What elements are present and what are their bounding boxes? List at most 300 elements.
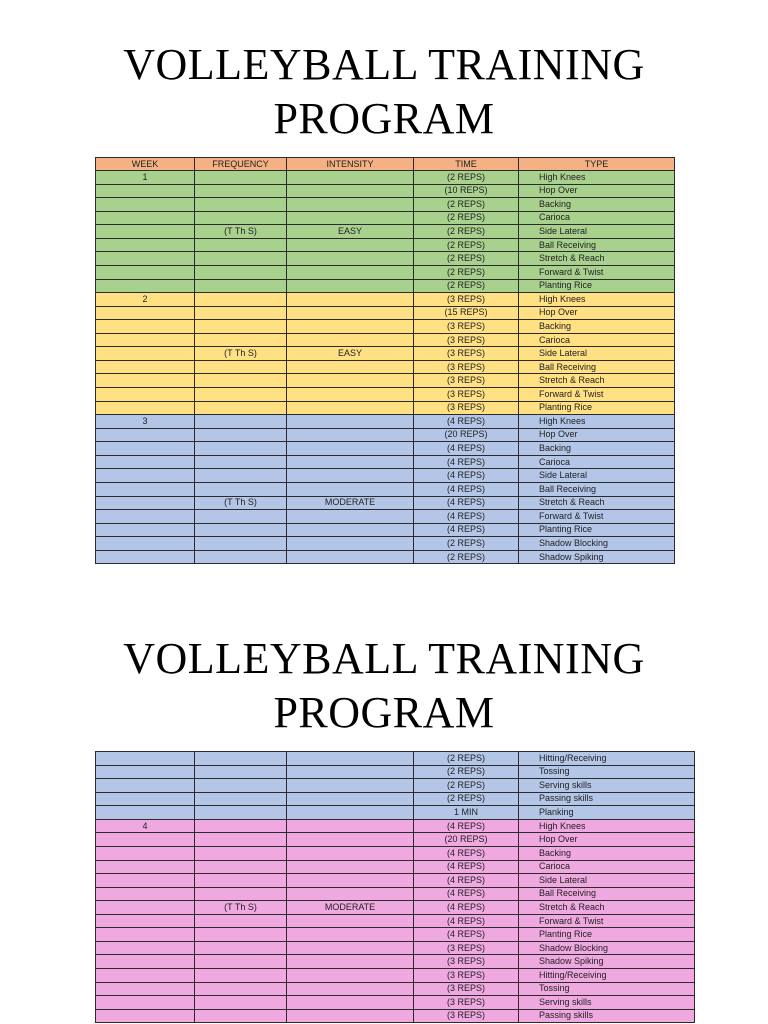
type-cell: Planking (519, 806, 695, 820)
frequency-cell (195, 455, 287, 469)
intensity-cell (287, 996, 414, 1010)
intensity-cell (287, 969, 414, 983)
intensity-cell (287, 806, 414, 820)
table-row (96, 955, 695, 969)
table-row (96, 887, 695, 901)
header-type: TYPE (519, 158, 675, 171)
time-cell: (2 REPS) (414, 265, 519, 279)
intensity-cell (287, 928, 414, 942)
intensity-cell (287, 941, 414, 955)
frequency-cell (195, 833, 287, 847)
table-row (96, 388, 675, 402)
intensity-cell (287, 428, 414, 442)
time-cell: (3 REPS) (414, 996, 519, 1010)
type-cell: Shadow Spiking (519, 550, 675, 564)
intensity-cell (287, 779, 414, 793)
frequency-cell (195, 442, 287, 456)
week-cell: 3 (96, 415, 195, 429)
intensity-cell (287, 914, 414, 928)
time-cell: (3 REPS) (414, 941, 519, 955)
intensity-cell (287, 765, 414, 779)
intensity-cell (287, 833, 414, 847)
frequency-cell (195, 428, 287, 442)
week-cell: 2 (96, 293, 195, 307)
week-cell (96, 833, 195, 847)
type-cell: Planting Rice (519, 279, 675, 293)
intensity-cell: EASY (287, 347, 414, 361)
table-row (96, 510, 675, 524)
table-row (96, 550, 675, 564)
page-title-line-2: PROGRAM (273, 688, 495, 737)
time-cell: (2 REPS) (414, 792, 519, 806)
frequency-cell (195, 819, 287, 833)
frequency-cell: (T Th S) (195, 347, 287, 361)
type-cell: Backing (519, 320, 675, 334)
page-title (0, 38, 768, 146)
table-row (96, 982, 695, 996)
intensity-cell: MODERATE (287, 496, 414, 510)
week-cell (96, 792, 195, 806)
type-cell: Passing skills (519, 792, 695, 806)
table-body (96, 171, 675, 564)
intensity-cell (287, 401, 414, 415)
time-cell: (4 REPS) (414, 496, 519, 510)
week-cell (96, 388, 195, 402)
time-cell: (2 REPS) (414, 537, 519, 551)
week-cell (96, 333, 195, 347)
time-cell: (3 REPS) (414, 374, 519, 388)
intensity-cell (287, 819, 414, 833)
type-cell: Backing (519, 442, 675, 456)
week-cell (96, 874, 195, 888)
time-cell: (2 REPS) (414, 252, 519, 266)
table-row (96, 792, 695, 806)
time-cell: (3 REPS) (414, 955, 519, 969)
type-cell: Tossing (519, 982, 695, 996)
frequency-cell: (T Th S) (195, 496, 287, 510)
type-cell: Shadow Blocking (519, 941, 695, 955)
week-cell (96, 1009, 195, 1023)
time-cell: (20 REPS) (414, 428, 519, 442)
type-cell: Planting Rice (519, 928, 695, 942)
time-cell: (3 REPS) (414, 401, 519, 415)
type-cell: Tossing (519, 765, 695, 779)
time-cell: (2 REPS) (414, 752, 519, 766)
time-cell: (4 REPS) (414, 901, 519, 915)
table-row (96, 401, 675, 415)
table-row (96, 455, 675, 469)
time-cell: (3 REPS) (414, 347, 519, 361)
table-row (96, 265, 675, 279)
table-row (96, 428, 675, 442)
type-cell: Side Lateral (519, 225, 675, 239)
time-cell: (4 REPS) (414, 914, 519, 928)
intensity-cell (287, 388, 414, 402)
frequency-cell (195, 482, 287, 496)
frequency-cell (195, 374, 287, 388)
header-frequency: FREQUENCY (195, 158, 287, 171)
type-cell: Stretch & Reach (519, 496, 675, 510)
week-cell (96, 238, 195, 252)
type-cell: Side Lateral (519, 347, 675, 361)
table-row (96, 969, 695, 983)
table-row (96, 360, 675, 374)
time-cell: (2 REPS) (414, 211, 519, 225)
table-row (96, 523, 675, 537)
frequency-cell (195, 401, 287, 415)
type-cell: Carioca (519, 333, 675, 347)
type-cell: Carioca (519, 860, 695, 874)
intensity-cell (287, 320, 414, 334)
type-cell: Hitting/Receiving (519, 969, 695, 983)
type-cell: High Knees (519, 171, 675, 185)
week-cell (96, 806, 195, 820)
intensity-cell (287, 333, 414, 347)
frequency-cell (195, 792, 287, 806)
time-cell: (4 REPS) (414, 819, 519, 833)
frequency-cell (195, 537, 287, 551)
frequency-cell (195, 523, 287, 537)
week-cell (96, 955, 195, 969)
intensity-cell (287, 306, 414, 320)
intensity-cell (287, 469, 414, 483)
type-cell: Side Lateral (519, 469, 675, 483)
intensity-cell (287, 510, 414, 524)
frequency-cell (195, 238, 287, 252)
week-cell (96, 469, 195, 483)
time-cell: (3 REPS) (414, 293, 519, 307)
frequency-cell (195, 333, 287, 347)
frequency-cell (195, 996, 287, 1010)
table-row (96, 874, 695, 888)
table-row (96, 320, 675, 334)
time-cell: (10 REPS) (414, 184, 519, 198)
intensity-cell (287, 279, 414, 293)
intensity-cell (287, 752, 414, 766)
time-cell: (15 REPS) (414, 306, 519, 320)
intensity-cell (287, 537, 414, 551)
week-cell (96, 306, 195, 320)
frequency-cell: (T Th S) (195, 901, 287, 915)
type-cell: Planting Rice (519, 523, 675, 537)
type-cell: Forward & Twist (519, 914, 695, 928)
table-row (96, 415, 675, 429)
type-cell: Hitting/Receiving (519, 752, 695, 766)
table-row (96, 333, 675, 347)
frequency-cell (195, 320, 287, 334)
intensity-cell (287, 982, 414, 996)
frequency-cell (195, 388, 287, 402)
type-cell: Stretch & Reach (519, 252, 675, 266)
table-row (96, 171, 675, 185)
type-cell: Hop Over (519, 833, 695, 847)
frequency-cell (195, 293, 287, 307)
frequency-cell (195, 306, 287, 320)
time-cell: (3 REPS) (414, 969, 519, 983)
table-row (96, 806, 695, 820)
table-row (96, 833, 695, 847)
page-title-line-1: VOLLEYBALL TRAINING (123, 634, 645, 683)
week-cell (96, 846, 195, 860)
type-cell: Hop Over (519, 428, 675, 442)
type-cell: Passing skills (519, 1009, 695, 1023)
table-row (96, 779, 695, 793)
week-cell (96, 252, 195, 266)
intensity-cell (287, 184, 414, 198)
time-cell: (2 REPS) (414, 225, 519, 239)
type-cell: Ball Receiving (519, 887, 695, 901)
week-cell (96, 941, 195, 955)
week-cell (96, 374, 195, 388)
frequency-cell (195, 846, 287, 860)
week-cell (96, 428, 195, 442)
week-cell (96, 225, 195, 239)
time-cell: (4 REPS) (414, 415, 519, 429)
week-cell (96, 184, 195, 198)
table-row (96, 752, 695, 766)
table-row (96, 225, 675, 239)
type-cell: Hop Over (519, 306, 675, 320)
table-row (96, 860, 695, 874)
week-cell (96, 901, 195, 915)
type-cell: Hop Over (519, 184, 675, 198)
week-cell (96, 982, 195, 996)
week-cell (96, 455, 195, 469)
intensity-cell (287, 238, 414, 252)
intensity-cell (287, 846, 414, 860)
table-row (96, 496, 675, 510)
time-cell: (2 REPS) (414, 171, 519, 185)
intensity-cell (287, 482, 414, 496)
type-cell: Stretch & Reach (519, 901, 695, 915)
type-cell: High Knees (519, 819, 695, 833)
frequency-cell (195, 469, 287, 483)
frequency-cell (195, 941, 287, 955)
time-cell: (2 REPS) (414, 198, 519, 212)
time-cell: (4 REPS) (414, 846, 519, 860)
week-cell (96, 914, 195, 928)
week-cell (96, 265, 195, 279)
table-row (96, 901, 695, 915)
table-row (96, 252, 675, 266)
intensity-cell (287, 265, 414, 279)
time-cell: (4 REPS) (414, 887, 519, 901)
table-row (96, 293, 675, 307)
frequency-cell (195, 279, 287, 293)
type-cell: Stretch & Reach (519, 374, 675, 388)
table-row (96, 306, 675, 320)
table-row (96, 928, 695, 942)
frequency-cell (195, 982, 287, 996)
frequency-cell (195, 874, 287, 888)
table-row (96, 941, 695, 955)
intensity-cell (287, 792, 414, 806)
type-cell: Carioca (519, 211, 675, 225)
intensity-cell: MODERATE (287, 901, 414, 915)
intensity-cell (287, 415, 414, 429)
intensity-cell (287, 198, 414, 212)
table-row (96, 198, 675, 212)
intensity-cell (287, 442, 414, 456)
table-row (96, 279, 675, 293)
time-cell: (4 REPS) (414, 523, 519, 537)
week-cell (96, 860, 195, 874)
frequency-cell (195, 550, 287, 564)
week-cell (96, 537, 195, 551)
intensity-cell (287, 211, 414, 225)
week-cell (96, 887, 195, 901)
frequency-cell (195, 211, 287, 225)
time-cell: (4 REPS) (414, 455, 519, 469)
frequency-cell: (T Th S) (195, 225, 287, 239)
type-cell: Forward & Twist (519, 510, 675, 524)
type-cell: High Knees (519, 415, 675, 429)
page-title-line-2: PROGRAM (273, 94, 495, 143)
intensity-cell (287, 360, 414, 374)
intensity-cell (287, 523, 414, 537)
frequency-cell (195, 415, 287, 429)
week-cell (96, 969, 195, 983)
frequency-cell (195, 969, 287, 983)
table-row (96, 846, 695, 860)
frequency-cell (195, 171, 287, 185)
type-cell: Shadow Spiking (519, 955, 695, 969)
table-row (96, 347, 675, 361)
week-cell (96, 198, 195, 212)
frequency-cell (195, 860, 287, 874)
frequency-cell (195, 265, 287, 279)
intensity-cell (287, 887, 414, 901)
week-cell (96, 510, 195, 524)
time-cell: (4 REPS) (414, 442, 519, 456)
time-cell: (4 REPS) (414, 928, 519, 942)
time-cell: (3 REPS) (414, 360, 519, 374)
time-cell: (2 REPS) (414, 238, 519, 252)
week-cell (96, 928, 195, 942)
table-row (96, 482, 675, 496)
time-cell: (20 REPS) (414, 833, 519, 847)
week-cell (96, 765, 195, 779)
frequency-cell (195, 510, 287, 524)
time-cell: (2 REPS) (414, 779, 519, 793)
frequency-cell (195, 1009, 287, 1023)
table-header-row (96, 158, 675, 171)
type-cell: Forward & Twist (519, 388, 675, 402)
week-cell: 1 (96, 171, 195, 185)
table-row (96, 211, 675, 225)
intensity-cell (287, 550, 414, 564)
week-cell (96, 779, 195, 793)
type-cell: Ball Receiving (519, 360, 675, 374)
intensity-cell (287, 293, 414, 307)
week-cell (96, 996, 195, 1010)
type-cell: Forward & Twist (519, 265, 675, 279)
table-row (96, 184, 675, 198)
type-cell: Planting Rice (519, 401, 675, 415)
page-title (0, 632, 768, 740)
time-cell: (4 REPS) (414, 860, 519, 874)
table-row (96, 374, 675, 388)
time-cell: (4 REPS) (414, 482, 519, 496)
time-cell: (4 REPS) (414, 510, 519, 524)
type-cell: Carioca (519, 455, 675, 469)
week-cell (96, 320, 195, 334)
type-cell: Shadow Blocking (519, 537, 675, 551)
table-row (96, 537, 675, 551)
time-cell: (3 REPS) (414, 982, 519, 996)
week-cell (96, 496, 195, 510)
table-row (96, 1009, 695, 1023)
header-time: TIME (414, 158, 519, 171)
intensity-cell: EASY (287, 225, 414, 239)
table-row (96, 765, 695, 779)
intensity-cell (287, 171, 414, 185)
week-cell (96, 752, 195, 766)
time-cell: 1 MIN (414, 806, 519, 820)
table-row (96, 819, 695, 833)
week-cell (96, 523, 195, 537)
time-cell: (2 REPS) (414, 765, 519, 779)
frequency-cell (195, 955, 287, 969)
week-cell (96, 211, 195, 225)
week-cell (96, 360, 195, 374)
time-cell: (3 REPS) (414, 1009, 519, 1023)
type-cell: Backing (519, 846, 695, 860)
frequency-cell (195, 914, 287, 928)
intensity-cell (287, 955, 414, 969)
type-cell: High Knees (519, 293, 675, 307)
frequency-cell (195, 184, 287, 198)
frequency-cell (195, 360, 287, 374)
week-cell (96, 442, 195, 456)
training-schedule-table (95, 157, 675, 564)
type-cell: Ball Receiving (519, 238, 675, 252)
time-cell: (2 REPS) (414, 279, 519, 293)
table-row (96, 914, 695, 928)
intensity-cell (287, 874, 414, 888)
intensity-cell (287, 860, 414, 874)
type-cell: Side Lateral (519, 874, 695, 888)
page-title-line-1: VOLLEYBALL TRAINING (123, 40, 645, 89)
intensity-cell (287, 1009, 414, 1023)
time-cell: (2 REPS) (414, 550, 519, 564)
time-cell: (3 REPS) (414, 320, 519, 334)
time-cell: (3 REPS) (414, 388, 519, 402)
table-row (96, 442, 675, 456)
frequency-cell (195, 928, 287, 942)
frequency-cell (195, 765, 287, 779)
type-cell: Ball Receiving (519, 482, 675, 496)
intensity-cell (287, 455, 414, 469)
header-week: WEEK (96, 158, 195, 171)
time-cell: (4 REPS) (414, 469, 519, 483)
type-cell: Serving skills (519, 996, 695, 1010)
type-cell: Backing (519, 198, 675, 212)
table-row (96, 996, 695, 1010)
time-cell: (4 REPS) (414, 874, 519, 888)
frequency-cell (195, 779, 287, 793)
week-cell (96, 347, 195, 361)
table-row (96, 469, 675, 483)
intensity-cell (287, 374, 414, 388)
week-cell (96, 279, 195, 293)
training-schedule-table-continued (95, 751, 695, 1023)
table-body (96, 752, 695, 1023)
frequency-cell (195, 752, 287, 766)
type-cell: Serving skills (519, 779, 695, 793)
frequency-cell (195, 252, 287, 266)
frequency-cell (195, 887, 287, 901)
